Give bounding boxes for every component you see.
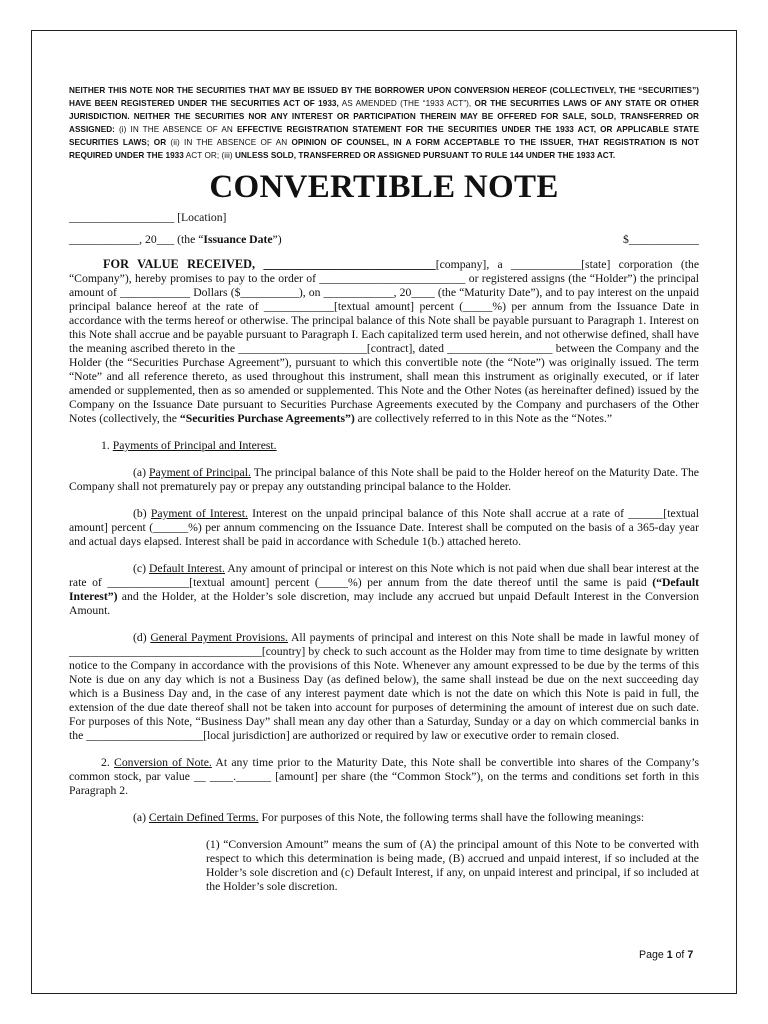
issuance-date-row xyxy=(69,233,699,247)
section-1-heading: 1. Payments of Principal and Interest. xyxy=(101,439,277,452)
legend-text: (ii) IN THE ABSENCE OF AN xyxy=(166,138,288,147)
principal-amount-field: $____________ xyxy=(623,233,699,246)
paragraph-1b: (b) Payment of Interest. Interest on the unpaid principal balance of this Note shall accrue at a rate of ______[textual amount] percent (______%) per annum commencing on the Issuance Date. Interest shall be computed on the basis of a 365-day year and actual days elapsed. Interest shall be paid in accordance with Schedule 1(b.) attached hereto. xyxy=(69,507,699,548)
legend-text: OR THE SECURITIES LAWS OF ANY STATE OR OTHER JURISDICTION. NEITHER THE SECURITIES NOR ANY INTEREST OR PARTICIPATION THEREIN MAY BE OFFERED FOR SALE, SOLD, TRANSFERRED OR ASSIGNED: xyxy=(69,99,699,134)
for-value-received: FOR VALUE RECEIVED, ____________________________ xyxy=(103,257,436,271)
definition-item-1: (1) “Conversion Amount” means the sum of (A) the principal amount of this Note to be converted with respect to which this determination is being made, (B) accrued and unpaid interest, if so included at the Holder’s sole discretion and (c) Default Interest, if any, on unpaid interest and principal, if so included at the Holder’s sole discretion. xyxy=(206,838,699,893)
document-page xyxy=(69,84,699,894)
paragraph-1c: (c) Default Interest. Any amount of principal or interest on this Note which is not paid when due shall bear interest at the rate of ______________[textual amount] percent (_____%) per annum from the date thereof until the same is paid (“Default Interest”) and the Holder, at the Holder’s sole discretion, may include any accrued but unpaid Default Interest in the Conversion Amount. xyxy=(69,562,699,617)
intro-paragraph: FOR VALUE RECEIVED, ____________________________[company], a ____________[state] corporation (the “Company”), hereby promises to pay to the order of _________________________ or registered assigns (the “Holder”) the principal amount of ____________ Dollars ($__________), on ____________, 20____ (the “Maturity Date”), and to pay interest on the unpaid principal balance hereof at the rate of ____________[textual amount] percent (_____%) per annum from the Issuance Date in accordance with the terms hereof or otherwise. The principal balance of this Note shall be payable pursuant to Paragraph 1. Interest on this Note shall accrue and be payable pursuant to Paragraph I. Each capitalized term used herein, and not otherwise defined, shall have the meaning ascribed thereto in the ______________________[contract], dated __________________ between the Company and the Holder (the “Securities Purchase Agreement”), pursuant to which this convertible note (the “Note”) was originally issued. The term “Note” and all reference thereto, as used throughout this instrument, shall mean this instrument as originally executed, or if later amended or supplemented, then as so amended or supplemented. This Note and the Other Notes (as hereinafter defined) issued by the Company on the Issuance Date pursuant to Securities Purchase Agreements executed by the Company and purchasers of the Other Notes (collectively, the “Securities Purchase Agreements”) are collectively referred to in this Note as the “Notes.” xyxy=(69,257,700,425)
securities-legend xyxy=(69,84,699,162)
page-number: Page 1 of 7 xyxy=(639,949,694,961)
issuance-date: ____________, 20___ (the “Issuance Date”) xyxy=(69,233,282,246)
paragraph-1a: (a) Payment of Principal. The principal balance of this Note shall be paid to the Holder hereof on the Maturity Date. The Company shall not prematurely pay or prepay any outstanding principal balance to the Holder. xyxy=(69,466,699,493)
paragraph-1d: (d) General Payment Provisions. All payments of principal and interest on this Note shall be made in lawful money of _________________________________[country] by check to such account as the Holder may from time to time designate by written notice to the Company in accordance with the provisions of this Note. Whenever any amount expressed to be due by the terms of this Note is due on any day which is not a Business Day (as defined below), the same shall instead be due on the next succeeding day which is a Business Day and, in the case of any interest payment date which is not the date on which this Note is paid in full, the extension of the due date thereof shall not be taken into account for purposes of determining the amount of interest due on such date. For purposes of this Note, “Business Day” shall mean any day other than a Saturday, Sunday or a day on which commercial banks in the ____________________[local jurisdiction] are authorized or required by law or executive order to remain closed. xyxy=(69,631,699,742)
legend-text: NEITHER THIS NOTE NOR THE SECURITIES THAT MAY BE ISSUED BY THE BORROWER UPON CONVERSION HEREOF (COLLECTIVELY, THE “SECURITIES”) HAVE BEEN REGISTERED UNDER THE SECURITIES ACT OF 1933, xyxy=(69,86,699,108)
location-line: __________________ [Location] xyxy=(69,211,227,224)
section-2: 2. Conversion of Note. At any time prior to the Maturity Date, this Note shall be convertible into shares of the Company’s common stock, par value __ ____.______ [amount] per share (the “Common Stock”), on the terms and conditions set forth in this Paragraph 2. xyxy=(69,756,700,797)
paragraph-2a: (a) Certain Defined Terms. For purposes of this Note, the following terms shall have the following meanings: xyxy=(133,811,645,824)
legend-text: (i) IN THE ABSENCE OF AN xyxy=(114,125,233,134)
legend-text: EFFECTIVE REGISTRATION STATEMENT FOR THE SECURITIES UNDER THE 1933 ACT, OR APPLICABLE STATE SECURITIES LAWS; OR xyxy=(69,125,699,147)
legend-text: UNLESS SOLD, TRANSFERRED OR ASSIGNED PURSUANT TO RULE 144 UNDER THE 1933 ACT. xyxy=(232,151,616,160)
legend-text: OPINION OF COUNSEL, IN A FORM ACCEPTABLE TO THE ISSUER, THAT REGISTRATION IS NOT REQUIRED UNDER THE 1933 xyxy=(69,138,699,160)
legend-text: ACT OR; (iii) xyxy=(183,151,233,160)
document-title: CONVERTIBLE NOTE xyxy=(209,169,559,205)
legend-text: AS AMENDED (THE “1933 ACT”), xyxy=(338,99,472,108)
